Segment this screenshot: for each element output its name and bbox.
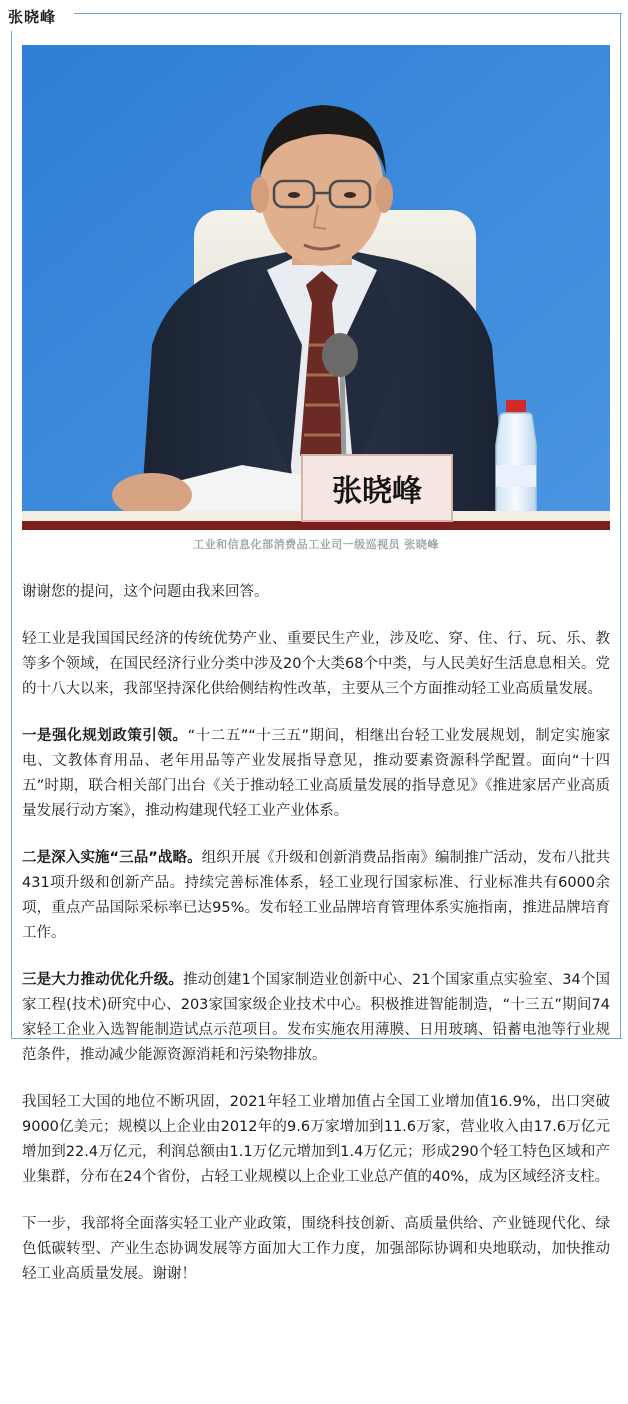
frame-border-left: [11, 31, 12, 1039]
paragraph-lead: 一是强化规划政策引领。: [22, 728, 188, 744]
frame-border-right: [620, 13, 621, 1039]
paragraph-text: 轻工业是我国国民经济的传统优势产业、重要民生产业，涉及吃、穿、住、行、玩、乐、教等多个领域，在国民经济行业分类中涉及20个大类68个中类，与人民美好生活息息相关。党的十八大以来，我部坚持深化供给侧结构性改革，主要从三个方面推动轻工业高质量发展。: [22, 631, 610, 697]
photo-caption: 工业和信息化部消费品工业司一级巡视员 张晓峰: [193, 538, 439, 551]
paragraph: [22, 627, 610, 702]
frame-border-top: [74, 13, 622, 14]
speaker-tag: 张晓峰: [8, 8, 57, 26]
paragraph-text: 谢谢您的提问，这个问题由我来回答。: [22, 584, 269, 600]
paragraph-text: 下一步，我部将全面落实轻工业产业政策，围绕科技创新、高质量供给、产业链现代化、绿色低碳转型、产业生态协调发展等方面加大工作力度，加强部际协调和央地联动，加快推动轻工业高质量发展。谢谢！: [22, 1216, 610, 1282]
paragraph-text: 我国轻工大国的地位不断巩固，2021年轻工业增加值占全国工业增加值16.9%，出口突破9000亿美元；规模以上企业由2012年的9.6万家增加到11.6万家，营业收入由17.6万亿元增加到22.4万亿元，利润总额由1.1万亿元增加到1.4万亿元；形成290个轻工特色区域和产业集群，分布在24个省份，占轻工业规模以上企业工业总产值的40%，成为区域经济支柱。: [22, 1094, 610, 1185]
speaker-photo-illustration: [22, 45, 610, 530]
paragraph: [22, 846, 610, 946]
paragraph-lead: 三是大力推动优化升级。: [22, 972, 184, 988]
nameplate-text: 张晓峰: [332, 474, 422, 509]
paragraph: [22, 1212, 610, 1287]
paragraph-text: 推动创建1个国家制造业创新中心、21个国家重点实验室、34个国家工程(技术)研究中心、203家国家级企业技术中心。积极推进智能制造，“十三五”期间74家轻工企业入选智能制造试点示范项目。发布实施农用薄膜、日用玻璃、铅蓄电池等行业规范条件，推动减少能源资源消耗和污染物排放。: [22, 972, 610, 1063]
paragraph-lead: 二是深入实施“三品”战略。: [22, 850, 202, 866]
paragraph-text: “十二五”“十三五”期间，相继出台轻工业发展规划，制定实施家电、文教体育用品、老年用品等产业发展指导意见，推动要素资源科学配置。面向“十四五”时期，联合相关部门出台《关于推动轻工业高质量发展的指导意见》《推进家居产业高质量发展行动方案》，推动构建现代轻工业产业体系。: [22, 728, 611, 819]
paragraph: [22, 1090, 610, 1190]
paragraph: [22, 968, 610, 1068]
article-body: [22, 580, 610, 1309]
paragraph-text: 组织开展《升级和创新消费品指南》编制推广活动，发布八批共431项升级和创新产品。持续完善标准体系，轻工业现行国家标准、行业标准共有6000余项，重点产品国际采标率已达95%。发布轻工业品牌培育管理体系实施指南，推进品牌培育工作。: [22, 850, 611, 941]
speaker-photo: [22, 45, 610, 530]
paragraph: [22, 724, 610, 824]
paragraph: [22, 580, 610, 605]
